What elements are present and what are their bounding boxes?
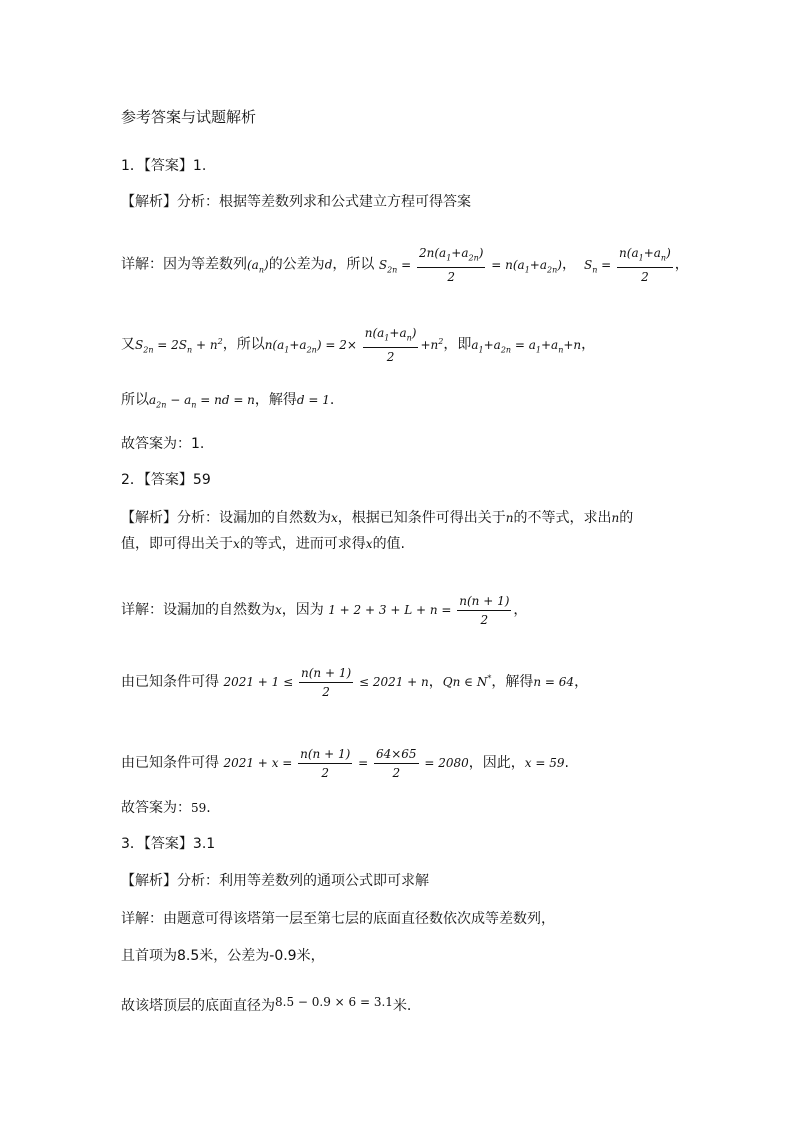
q2-text: 【解析】分析：设漏加的自然数为 (121, 510, 331, 526)
math-inequality: 2021 + 1 ≤ $\frac{n(n + 1)}{2}$ ≤ 2021 + n (223, 666, 429, 699)
math-n-natural: Qn ∈ N* (442, 674, 492, 689)
q1-text: ，即 (443, 336, 472, 353)
math-x-equation: 2021 + x = $\frac{n(n + 1)}{2}$ = $\frac{64\times 65}{2}$ = 2080 (223, 747, 469, 780)
q2-analysis-line-2 (121, 534, 405, 554)
q1-text: ，解得 (254, 392, 297, 408)
q1-text: 又 (121, 336, 135, 353)
q1-text: ，所以 (222, 336, 265, 353)
q3-detail-line-3 (121, 996, 411, 1016)
q2-text: . (206, 800, 211, 816)
q1-analysis-heading: 【解析】分析：根据等差数列求和公式建立方程可得答案 (121, 194, 471, 210)
math-difference: $a_{2n} - a_n$ = nd = n (149, 393, 255, 410)
page-title: 参考答案与试题解析 (121, 108, 257, 126)
math-x: x (275, 603, 282, 617)
q1-text: 详解：因为等差数列 (121, 256, 247, 273)
math-sn-formula: $S_n$ = $\frac{n(a_1+a_n)}{2}$ (583, 246, 671, 285)
q1-text: . (329, 392, 335, 408)
q2-text: . (564, 755, 569, 771)
q2-text: ，因此， (468, 755, 525, 771)
q2-analysis-line-1 (121, 508, 633, 528)
q2-text: 由已知条件可得 (121, 674, 219, 690)
q2-text: 值，即可得出关于 (121, 536, 233, 552)
q3-answer-heading: 3．【答案】3.1 (121, 836, 216, 852)
math-x-result: x = 59 (524, 756, 565, 770)
q1-detail-line-1 (121, 244, 689, 286)
math-n: n (611, 511, 620, 525)
math-d: d (324, 257, 333, 272)
math-sequence-an: $(a_n)$ (247, 257, 269, 275)
q1-text: ， (561, 256, 576, 273)
math-d-result: d = 1 (296, 393, 330, 407)
q1-text: 所以 (121, 392, 149, 408)
q3-detail-line-1: 详解：由题意可得该塔第一层至第七层的底面直径数依次成等差数列， (121, 911, 555, 927)
q2-text: 由已知条件可得 (121, 755, 219, 771)
q2-text: 的值. (372, 536, 406, 552)
q2-text: 的 (619, 510, 634, 526)
math-x: x (331, 511, 338, 525)
q2-text: 的不等式，求出 (513, 510, 612, 526)
q1-text: 的公差为 (268, 256, 325, 273)
q2-text: ， (428, 674, 443, 690)
q2-text: 的等式，进而可求得 (239, 536, 366, 552)
q1-text: ，所以 (332, 256, 375, 273)
q3-detail-line-2: 且首项为8.5米，公差为-0.9米， (121, 948, 325, 964)
q1-text: ， (581, 336, 596, 353)
q3-text: 故该塔顶层的底面直径为 (121, 998, 275, 1014)
q2-final-answer (121, 798, 211, 818)
math-diameter-calc: 8.5 − 0.9 × 6 = 3.1 (275, 995, 393, 1009)
q1-final-answer: 故答案为：1. (121, 436, 205, 452)
q2-text: 故答案为： (121, 800, 191, 816)
q2-answer-heading: 2．【答案】59 (121, 472, 211, 488)
q1-detail-line-3 (121, 390, 334, 415)
q1-answer-heading: 1．【答案】1. (121, 158, 207, 174)
q1-text: ， (674, 256, 689, 273)
math-s2n-formula: $S_{2n}$ = $\frac{2n(a_1+a_{2n})}{2}$ = $n(a_1+a_{2n})$ (378, 246, 562, 285)
q2-text: ，因为 (281, 602, 324, 618)
q2-detail-line-2 (121, 664, 588, 701)
math-x: x (365, 537, 373, 551)
q2-detail-line-3 (121, 745, 569, 782)
math-answer-59: 59 (191, 801, 207, 815)
q2-detail-line-1 (121, 592, 527, 629)
q2-text: ， (574, 674, 589, 690)
math-n-result: n = 64 (533, 675, 575, 689)
q3-text: 米. (392, 998, 412, 1014)
math-given-equation: $S_{2n} = 2S_n + n^2$ (135, 336, 223, 355)
math-substituted-equation: $n(a_1+a_{2n}) = 2\times$ $\frac{n(a_1+a_n)}{2}$ $+n^2$ (264, 326, 444, 365)
math-x: x (233, 537, 240, 551)
q1-detail-line-2 (121, 324, 595, 366)
math-sum-formula: 1 + 2 + 3 + L + n = $\frac{n(n + 1)}{2}$ (328, 594, 510, 627)
math-simplified-equation: $a_1+a_{2n} = a_1+a_n+n$ (471, 337, 582, 355)
q2-text: ， (513, 602, 528, 618)
math-n: n (505, 511, 514, 525)
q2-text: 详解：设漏加的自然数为 (121, 602, 275, 618)
q3-analysis-heading: 【解析】分析：利用等差数列的通项公式即可求解 (121, 873, 429, 889)
q2-text: ，解得 (491, 674, 534, 690)
q2-text: ，根据已知条件可得出关于 (337, 510, 506, 526)
